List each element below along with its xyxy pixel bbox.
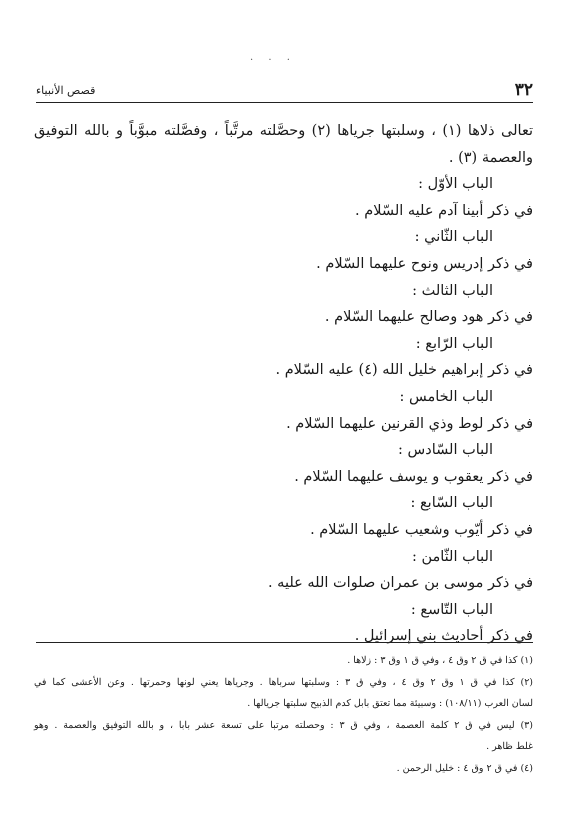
main-text [34,118,533,650]
footnote-1: (١) كذا في ق ٢ وق ٤ ، وفي ق ١ وق ٣ : زلاها . [347,655,533,666]
chapter-2-heading: الباب الثّاني : [414,229,493,246]
footnotes [34,650,533,779]
chapter-3-content: في ذكر هود وصالح عليهما السّلام . [324,309,533,326]
intro-line-2: والعصمة (٣) . [448,149,533,166]
footnote-3-line-1: (٣) ليس في ق ٢ كلمة العصمة ، وفي ق ٣ : وحصلته مرتبا على تسعة عشر بابا ، و بالله التوفيق والعصمة . وهو [34,719,533,731]
chapter-1-content: في ذكر أبينا آدم عليه السّلام . [355,202,533,219]
chapter-3-heading: الباب الثالث : [412,282,493,299]
chapter-7-content: في ذكر أيّوب وشعيب عليهما السّلام . [310,521,533,538]
intro-line-1: تعالى ذلاها (١) ، وسلبتها جرياها (٢) وحصَّلته مرتَّباً ، وفصَّلته مبوَّباً و بالله التوفيق [34,123,533,139]
footnote-2-line-2: لسان العرب (١٠٨/١١) : وسبيئة مما تعتق بابل كدم الذبيح سلبتها جريالها . [247,698,533,709]
footnote-4: (٤) في ق ٢ وق ٤ : خليل الرحمن . [396,762,533,774]
chapter-2-content: في ذكر إدريس ونوح عليهما السّلام . [316,255,533,272]
chapter-9-content: في ذكر أحاديث بني إسرائيل . [354,628,533,645]
footnote-separator [36,642,533,643]
running-title: قصص الأنبياء [36,84,96,97]
chapter-8-heading: الباب الثّامن : [411,548,493,565]
top-mark: . . . [250,52,296,63]
chapter-6-heading: الباب السّادس : [398,442,493,459]
chapter-6-content: في ذكر يعقوب و يوسف عليهما السّلام . [294,468,533,485]
page-header [36,80,533,103]
chapter-1-heading: الباب الأوّل : [418,176,493,193]
footnote-3-line-2: غلط ظاهر . [486,741,533,752]
chapter-7-heading: الباب السّابع : [410,495,493,512]
chapter-9-heading: الباب التّاسع : [410,601,493,618]
chapter-5-heading: الباب الخامس : [399,388,493,405]
footnote-2-line-1: (٢) كذا في ق ١ وق ٢ وق ٤ ، وفي ق ٣ : وسلبتها سرباها . وجرياها يعني لونها وحمرتها . وعن الأعشى كما في [34,676,534,688]
chapter-8-content: في ذكر موسى بن عمران صلوات الله عليه . [267,575,533,592]
chapter-5-content: في ذكر لوط وذي القرنين عليهما السّلام . [286,415,533,432]
page-number: ٣٢ [514,80,533,100]
chapter-4-heading: الباب الرّابع : [415,335,493,352]
chapter-4-content: في ذكر إبراهيم خليل الله (٤) عليه السّلام . [275,362,533,379]
